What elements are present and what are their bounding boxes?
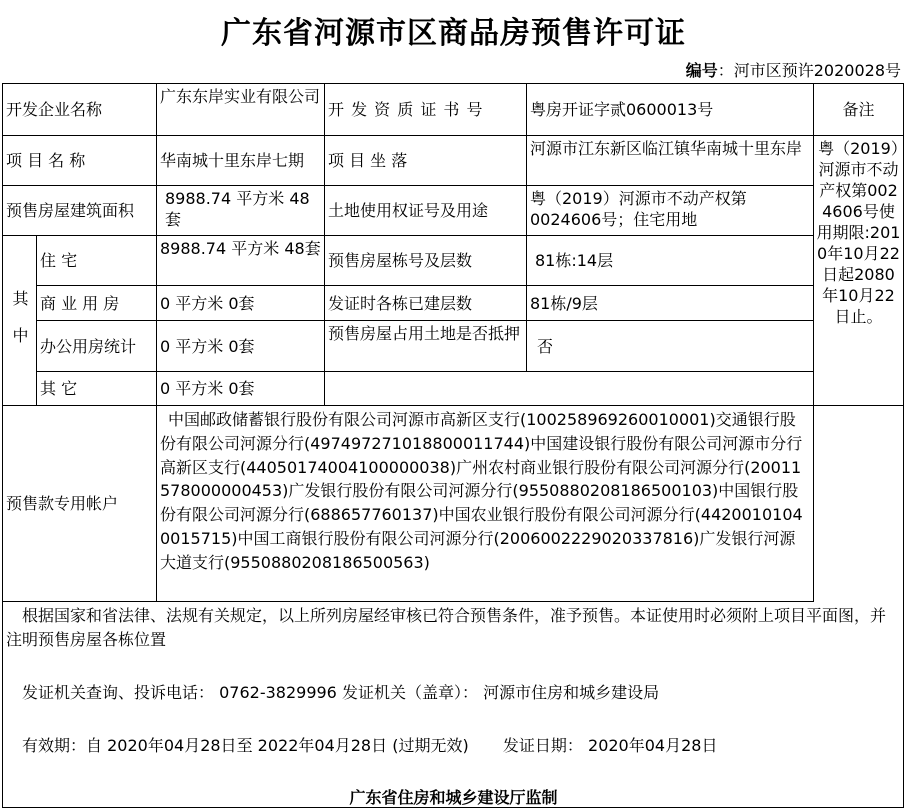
expired-note: (过期无效) [392,736,469,755]
other-label: 其 它 [36,371,157,406]
commercial-label: 商 业 用 房 [36,285,157,321]
certificate-title: 广东省河源市区商品房预售许可证 [221,16,686,51]
notice-text: 根据国家和省法律、法规有关规定，以上所列房屋经审核已符合预售条件，准予预售。本证使用时必须附上项目平面图，并注明预售房屋各栋位置 [6,606,887,649]
developer-label: 开发企业名称 [2,83,157,136]
validity-line: 有效期：自 2020年04月28日至 2022年04月28日 (过期无效) 发证日期： 2020年04月28日 [22,736,718,755]
residential-label: 住 宅 [36,235,157,286]
project-label: 项 目 名 称 [2,135,157,186]
valid-from: 2020年04月28日 [107,736,237,755]
area-value: 8988.74 平方米 48套 [156,185,325,236]
cert-label: 开 发 资 质 证 书 号 [324,83,527,136]
developer-value: 广东东岸实业有限公司 [156,83,325,136]
mortgage-value: 否 [526,320,814,372]
commercial-value: 0 平方米 0套 [156,285,325,321]
mortgage-label: 预售房屋占用土地是否抵押 [324,320,527,372]
building-no-label: 预售房屋栋号及层数 [324,235,527,286]
contact-phone: 0762-3829996 [219,683,337,702]
accounts-label: 预售款专用帐户 [2,405,157,602]
remarks-label: 备注 [813,83,904,136]
office-label: 办公用房统计 [36,320,157,372]
land-label: 土地使用权证号及用途 [324,185,527,236]
area-label: 预售房屋建筑面积 [2,185,157,236]
certificate-number: 编号：河市区预许2020028号 [685,61,901,80]
project-value: 华南城十里东岸七期 [156,135,325,186]
residential-value: 8988.74 平方米 48套 [156,235,325,286]
built-floors-label: 发证时各栋已建层数 [324,285,527,321]
location-value: 河源市江东新区临江镇华南城十里东岸 [526,135,814,186]
built-floors-value: 81栋/9层 [526,285,814,321]
other-value: 0 平方米 0套 [156,371,325,406]
contact-line: 发证机关查询、投诉电话： 0762-3829996 发证机关（盖章）： 河源市住房和城乡建设局 [22,683,660,702]
office-value: 0 平方米 0套 [156,320,325,372]
location-label: 项 目 坐 落 [324,135,527,186]
valid-to: 2022年04月28日 [257,736,388,755]
building-no-value: 81栋:14层 [526,235,814,286]
issuer: 河源市住房和城乡建设局 [483,683,660,702]
issue-date: 2020年04月28日 [588,736,718,755]
accounts-value: 中国邮政储蓄银行股份有限公司河源市高新区支行(100258969260010001)交通银行股份有限公司河源分行(497497271018800011744)中国建设银行股份有限公司河源市分行高新区支行(44050174004100000038)广州农村商业银行股份有限公司河源分行(20011578000000453)广发银行股份有限公司河源分行(9550880208186500103)中国银行股份有限公司河源分行(688657760137)中国农业银行股份有限公司河源分行(44200101040015715)中国工商银行股份有限公司河源分行(2006002229020337816)广发银行河源大道支行(9550880208186500563) [156,405,814,602]
number-value: 河市区预许2020028号 [733,61,901,80]
remarks-value: 粤（2019）河源市不动产权第0024606号使用期限:2010年10月22日起2080年10月22日止。 [813,135,904,406]
cert-value: 粤房开证字贰0600013号 [526,83,814,136]
land-value: 粤（2019）河源市不动产权第0024606号；住宅用地 [526,185,814,236]
among-label: 其 中 [2,235,37,406]
number-label: 编号 [685,61,718,80]
footer-supervisor: 广东省住房和城乡建设厅监制 [349,788,558,807]
